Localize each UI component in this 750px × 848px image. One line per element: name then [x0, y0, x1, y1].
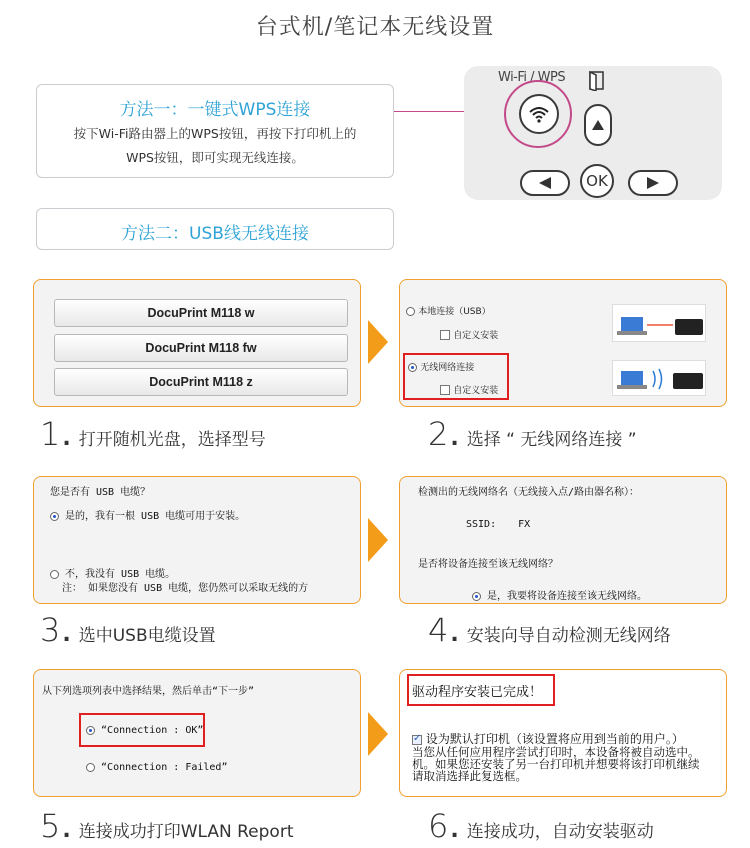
- connection-failed-option[interactable]: [86, 762, 227, 773]
- usb-yes-label: 是的，我有一根 USB 电缆可用于安装。: [65, 511, 246, 522]
- connect-yes-radio[interactable]: [472, 592, 481, 601]
- step6-text: 连接成功，自动安装驱动: [466, 822, 654, 842]
- right-arrow-icon: [647, 177, 659, 189]
- custom-install-2[interactable]: [440, 383, 498, 396]
- usb-yes-option[interactable]: [50, 507, 245, 522]
- connection-ok-radio[interactable]: [86, 726, 95, 735]
- step6-label: 6 . 连接成功，自动安装驱动: [428, 807, 654, 845]
- usb-note: 注： 如果您没有 USB 电缆，您仍然可以采取无线的方: [62, 583, 309, 594]
- arrow-step3-4: [368, 518, 388, 562]
- up-arrow-icon: [592, 120, 604, 130]
- step5-label: 5 . 连接成功打印WLAN Report: [40, 807, 294, 845]
- arrow-step5-6: [368, 712, 388, 756]
- method1-desc-line1: 按下Wi-Fi路由器上的WPS按钮，再按下打印机上的: [73, 126, 357, 141]
- default-printer-check[interactable]: [412, 735, 422, 745]
- step3-label: 3 . 选中USB电缆设置: [40, 611, 216, 649]
- usb-no-label: 不，我没有 USB 电缆。: [65, 569, 176, 580]
- method1-desc-line2: WPS按钮，即可实现无线连接。: [126, 150, 304, 165]
- step1-label: 1 . 打开随机光盘，选择型号: [40, 415, 266, 453]
- step5-text: 连接成功打印WLAN Report: [78, 822, 294, 842]
- connect-question: 是否将设备连接至该无线网络？: [418, 559, 558, 570]
- ok-button[interactable]: [580, 164, 614, 198]
- ssid-label: SSID:: [466, 519, 497, 530]
- method1-title: 方法一：一键式WPS连接: [119, 100, 311, 120]
- connection-ok-label: “Connection : OK”: [101, 725, 204, 736]
- up-button[interactable]: [584, 104, 612, 146]
- step2-num: 2: [428, 415, 449, 453]
- note-line3: 请取消选择此复选框。: [412, 769, 527, 783]
- connect-yes-label: 是，我要将设备连接至该无线网络。: [487, 591, 648, 602]
- step5-num: 5: [40, 807, 61, 845]
- step6-box: [399, 669, 727, 797]
- custom-label-1: 自定义安装: [453, 331, 499, 341]
- usb-question: 您是否有 USB 电缆？: [50, 487, 151, 498]
- model-button-w[interactable]: DocuPrint M118 w: [54, 299, 348, 327]
- method2-box: [36, 208, 394, 250]
- model-button-fw[interactable]: DocuPrint M118 fw: [54, 334, 348, 362]
- connection-failed-radio[interactable]: [86, 763, 95, 772]
- step4-label: 4 . 安装向导自动检测无线网络: [428, 611, 671, 649]
- step1-text: 打开随机光盘，选择型号: [78, 430, 266, 450]
- custom-check-1[interactable]: [440, 330, 450, 340]
- usb-no-radio[interactable]: [50, 570, 59, 579]
- wps-button[interactable]: [519, 94, 559, 134]
- install-complete-text: 驱动程序安装已完成！: [412, 685, 543, 700]
- step4-box: [399, 476, 727, 604]
- step2-text: 选择 “ 无线网络连接 ”: [466, 430, 637, 450]
- door-icon: [588, 71, 606, 91]
- note-line2: 机。如果您还安装了另一台打印机并想要将该打印机继续: [412, 757, 700, 771]
- model-button-z[interactable]: DocuPrint M118 z: [54, 368, 348, 396]
- page-title: 台式机/笔记本无线设置: [255, 15, 495, 40]
- custom-install-1[interactable]: [440, 328, 498, 341]
- wireless-radio[interactable]: [408, 363, 417, 372]
- step4-num: 4: [428, 611, 449, 649]
- left-button[interactable]: [520, 170, 570, 196]
- printer-panel: [464, 66, 722, 200]
- step3-text: 选中USB电缆设置: [78, 626, 216, 646]
- wireless-illustration: [612, 360, 706, 396]
- connect-yes-option[interactable]: [472, 587, 647, 602]
- local-radio[interactable]: [406, 307, 415, 316]
- custom-check-2[interactable]: [440, 385, 450, 395]
- connection-ok-option[interactable]: [86, 725, 203, 736]
- ssid-row: [466, 519, 530, 530]
- step3-box: [33, 476, 361, 604]
- step1-box: [33, 279, 361, 407]
- step2-label: 2 . 选择 “ 无线网络连接 ”: [428, 415, 637, 453]
- custom-label-2: 自定义安装: [453, 386, 499, 396]
- method2-title: 方法二：USB线无线连接: [121, 224, 309, 244]
- connection-failed-label: “Connection : Failed”: [101, 762, 228, 773]
- step4-text: 安装向导自动检测无线网络: [466, 626, 671, 646]
- step6-num: 6: [428, 807, 449, 845]
- ssid-value: FX: [518, 519, 531, 530]
- step1-num: 1: [40, 415, 61, 453]
- step3-num: 3: [40, 611, 61, 649]
- wifi-wps-label: Wi-Fi / WPS: [498, 70, 566, 85]
- ok-label: OK: [586, 172, 608, 190]
- default-printer-label: 设为默认打印机（该设置将应用到当前的用户。）: [425, 732, 684, 746]
- note-line1: 当您从任何应用程序尝试打印时，本设备将被自动选中。: [412, 745, 700, 759]
- local-connection-option[interactable]: [406, 304, 491, 317]
- usb-illustration: [612, 304, 706, 342]
- detected-network-label: 检测出的无线网络名（无线接入点/路由器名称）：: [418, 487, 640, 498]
- wireless-connection-option[interactable]: [408, 360, 474, 373]
- default-printer-note: [412, 746, 700, 782]
- wifi-icon: [528, 105, 550, 123]
- step2-box: [399, 279, 727, 407]
- usb-no-option[interactable]: [50, 565, 175, 580]
- local-label: 本地连接（USB）: [418, 307, 491, 317]
- left-arrow-icon: [539, 177, 551, 189]
- step5-box: [33, 669, 361, 797]
- method1-box: [36, 84, 394, 178]
- select-result-instruction: 从下列选项列表中选择结果，然后单击“下一步”: [42, 686, 255, 697]
- wireless-label: 无线网络连接: [420, 363, 475, 373]
- usb-yes-radio[interactable]: [50, 512, 59, 521]
- arrow-step1-2: [368, 320, 388, 364]
- right-button[interactable]: [628, 170, 678, 196]
